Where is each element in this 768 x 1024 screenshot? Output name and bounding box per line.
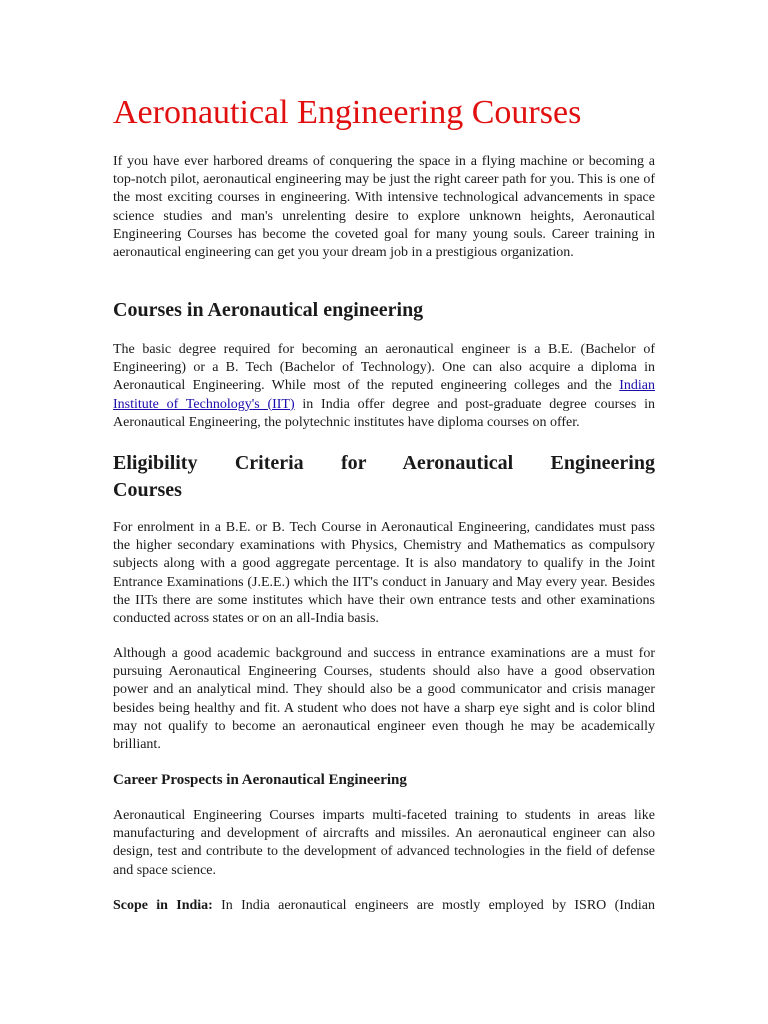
document-title: Aeronautical Engineering Courses — [113, 94, 582, 131]
courses-heading: Courses in Aeronautical engineering — [113, 299, 424, 321]
eligibility-heading — [113, 450, 655, 504]
scope-label: Scope in India: — [113, 898, 213, 913]
courses-text-before-link: The basic degree required for becoming an aeronautical engineer is a B.E. (Bachelor of Engineering) or a B. Tech (Bachelor of Technology). One can also acquire a diploma in Aeronautical Engineering. While most of the reputed engineering colleges and the — [113, 342, 655, 394]
eligibility-paragraph-1: For enrolment in a B.E. or B. Tech Course in Aeronautical Engineering, candidates must pass the higher secondary examinations with Physics, Chemistry and Mathematics as compulsory subjects along with a good aggregate percentage. It is also mandatory to qualify in the Joint Entrance Examinations (J.E.E.) which the IIT's conduct in January and May every year. Besides the IITs there are some institutes which have their own entrance tests and other examinations conducted across states or on an all-India basis. — [113, 520, 655, 627]
intro-paragraph: If you have ever harbored dreams of conquering the space in a flying machine or becoming a top-notch pilot, aeronautical engineering may be just the right career path for you. This is one of the most exciting courses in engineering. With intensive technological advancements in space science studies and man's unrelenting desire to explore unknown heights, Aeronautical Engineering Courses has become the coveted goal for many young souls. Career training in aeronautical engineering can get you your dream job in a prestigious organization. — [113, 154, 655, 261]
courses-paragraph — [113, 341, 655, 432]
iit-link[interactable]: Indian Institute of Technology's (IIT) — [113, 378, 655, 412]
career-paragraph: Aeronautical Engineering Courses imparts multi-faceted training to students in areas like manufacturing and development of aircrafts and missiles. An aeronautical engineer can also design, test and contribute to the development of advanced technologies in the field of defense and space science. — [113, 808, 655, 878]
eligibility-paragraph-2: Although a good academic background and success in entrance examinations are a must for pursuing Aeronautical Engineering Courses, students should also have a good observation power and an analytical mind. They should also be a good communicator and crisis manager besides being healthy and fit. A student who does not have a sharp eye sight and is color blind may not qualify to become an aeronautical engineer even though he may be academically brilliant. — [113, 646, 655, 753]
scope-paragraph — [113, 897, 655, 915]
scope-text: In India aeronautical engineers are mostly employed by ISRO (Indian — [212, 898, 655, 913]
career-heading: Career Prospects in Aeronautical Engineering — [113, 772, 407, 788]
eligibility-heading-line1: Eligibility Criteria for Aeronautical Engineering — [113, 452, 655, 474]
courses-text-after-link: in India offer degree and post-graduate degree courses in Aeronautical Engineering, the polytechnic institutes have diploma courses on offer. — [113, 396, 655, 430]
eligibility-heading-line2: Courses — [113, 479, 182, 501]
